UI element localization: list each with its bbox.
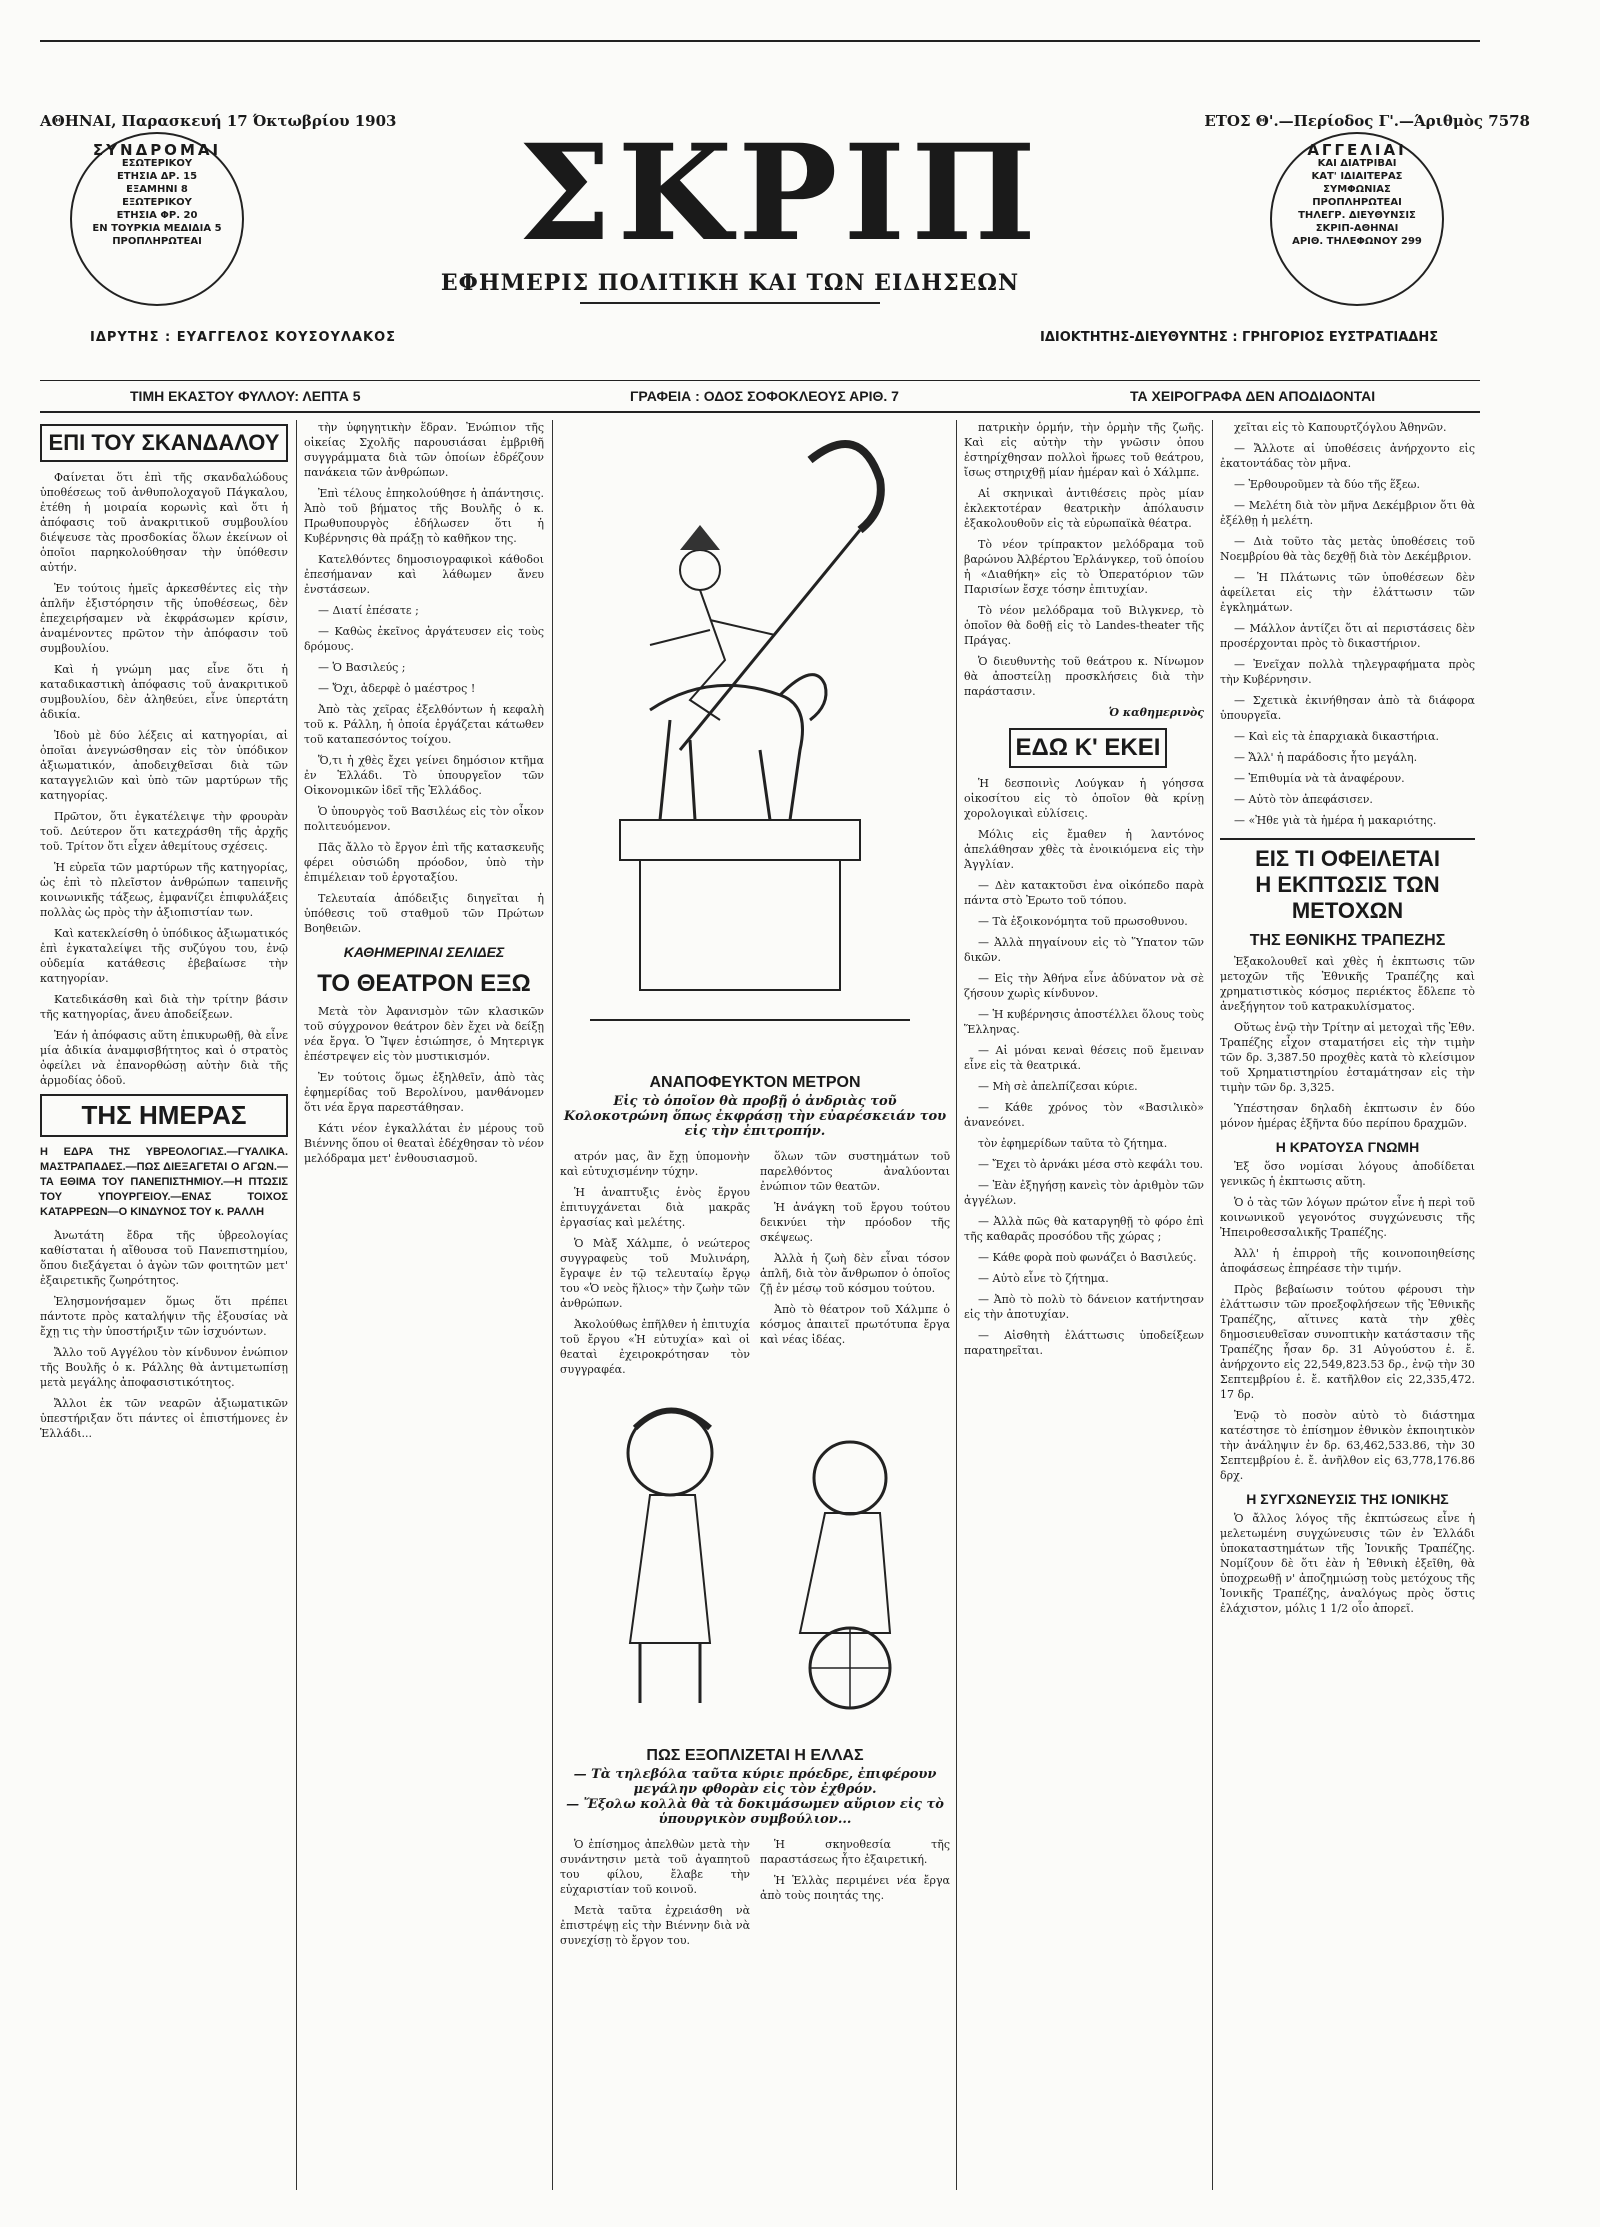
article-paragraph: Καὶ κατεκλείσθη ὁ ὑπόδικος ἀξιωματικός ἐπὶ ἐγκαταλείψει τῆς συζύγου του, ἐνῷ οὐδεμία κατάθεσις ἐβεβαίωσε τὴν κατηγορίαν. [40,927,288,985]
article-paragraph: Μετὰ ταῦτα ἐχρειάσθη νὰ ἐπιστρέψῃ εἰς τὴν Βιέννην διὰ νὰ συνεχίσῃ τὸ ἔργον του. [560,1904,750,1947]
article-paragraph: Ἐλησμονήσαμεν ὅμως ὅτι πρέπει πάντοτε πρὸς καταλήψιν τῆς ἐξουσίας νὰ ἔχῃ τις τὴν ὑποστήριξιν τῶν ἰσχυόντων. [40,1295,288,1338]
article-paragraph: Ἀλλὰ ἡ ζωὴ δὲν εἶναι τόσον ἁπλῆ, διὰ τὸν ἄνθρωπον ὁ ὁποῖος ζῇ ἐν μέσῳ τοῦ κόσμου τούτου. [760,1252,950,1295]
dialogue-line: — Αὐτὸ τὸν ἀπεφάσισεν. [1234,793,1373,806]
article-paragraph: Ἀπὸ τὸ θέατρον τοῦ Χάλμπε ὁ κόσμος ἀπαιτεῖ πρωτότυπα ἔργα καὶ νέας ἰδέας. [760,1303,950,1346]
cartoon-title: ΑΝΑΠΟΦΕΥΚΤΟΝ ΜΕΤΡΟΝ [649,1074,861,1091]
umbrella-handle-drawing [810,444,881,530]
founder-line: ΙΔΡΥΤΗΣ : ΕΥΑΓΓΕΛΟΣ ΚΟΥΣΟΥΛΑΚΟΣ [90,330,397,345]
seal-line: ΑΡΙΘ. ΤΗΛΕΦΩΝΟΥ 299 [1292,236,1422,247]
issue-number: ΕΤΟΣ Θ'.—Περίοδος Γ'.—Άριθμὸς 7578 [1204,112,1530,130]
article-paragraph: Ἡ ἀναπτυξις ἑνὸς ἔργου ἐπιτυγχάνεται διὰ μακρᾶς ἐργασίας καὶ μελέτης. [560,1186,750,1229]
dialogue-line: — Μὴ σὲ ἀπελπίζεσαι κύριε. [978,1080,1138,1093]
dialogue-line: — Ἀλλὰ πῶς θὰ καταργηθῇ τὸ φόρο ἐπὶ τῆς καθαρᾶς προσόδου τῆς χώρας ; [964,1215,1204,1243]
horse-drawing [650,685,803,820]
subcolumn-left [560,1149,750,1383]
dialogue-line: — Αἰσθητὴ ἐλάττωσις ὑποδείξεων παρατηρεῖται. [964,1329,1204,1357]
article-paragraph: Ὁ ὑπουργὸς τοῦ Βασιλέως εἰς τὸν οἶκον πολιτευόμενον. [304,805,544,833]
article-paragraph: Πρὸς βεβαίωσιν τούτου φέρουσι τὴν ἐλάττωσιν τῶν προεξοφλήσεων τῆς Ἐθνικῆς Τραπέζης, αἵτινες κατὰ τὴν χθὲς δημοσιευθεῖσαν συνοπτικὴν κατάστασιν τῆς Τραπέζης ἦσαν δρ. 31 Αὐγούστου ἐ. ἔ. ἀνήρχοντο εἰς 22,549,823.53 δρ., ἐνῷ τὴν 30 Σεπτεμβρίου ἐ. ἔ. κατῆλθον εἰς 22,335,472. 17 δρ. [1220,1283,1475,1401]
dateline: ΑΘΗΝΑΙ, Παρασκευή 17 Όκτωβρίου 1903 [40,112,397,130]
cartoon-caption: — Τὰ τηλεβόλα ταῦτα κύριε πρόεδρε, ἐπιφέρουν μεγάλην φθορὰν εἰς τὸν ἐχθρόν. — Ἔξολω κολλὰ θὰ τὰ δοκιμάσωμεν αὔριον εἰς τὸ ὑπουργικὸν συμβούλιον... [566,1767,944,1827]
dialogue-line: — Κάθε φορὰ ποὺ φωνάζει ὁ Βασιλεύς. [978,1251,1197,1264]
article-paragraph: Ἡ σκηνοθεσία τῆς παραστάσεως ἦτο ἐξαιρετική. [760,1838,950,1866]
dialogue-line: — Δὲν κατακτοῦσι ἐνα οἰκόπεδο παρὰ πάντα στὸ Ἐρωτο τοῦ τόπου. [964,879,1204,907]
columns [40,420,1480,2190]
masthead-title: ΣΚΡΙΠ [518,116,1042,271]
dialogue-line: — Σχετικὰ ἐκινήθησαν ἀπὸ τὰ διάφορα ὑπουργεῖα. [1220,694,1475,722]
statue-cartoon [560,420,950,1060]
dialogue-line: — Διατί ἐπέσατε ; [318,604,419,617]
article-paragraph: Καὶ ἡ γνώμη μας εἶνε ὅτι ἡ καταδικαστικὴ ἀπόφασις τοῦ ἀνακριτικοῦ συμβουλίου, δὲν ἀληθεύει, εἶνε ὑπερτάτη ἀδικία. [40,663,288,721]
article-paragraph: ατρόν μας, ἂν ἔχῃ ὑπομονὴν καὶ εὐτυχισμένην τύχην. [560,1150,750,1178]
article-paragraph: τὸν ἐφημερίδων ταῦτα τὸ ζήτημα. [978,1137,1168,1150]
column-divider [296,420,297,2190]
section-subheadline: Η ΣΥΓΧΩΝΕΥΣΙΣ ΤΗΣ ΙΟΝΙΚΗΣ [1246,1491,1449,1507]
manuscripts-notice: ΤΑ ΧΕΙΡΟΓΡΑΦΑ ΔΕΝ ΑΠΟΔΙΔΟΝΤΑΙ [1130,388,1376,404]
seal-line: ΕΞΩΤΕΡΙΚΟΥ [122,197,192,208]
dialogue-line: — Ὄχι, ἀδερφὲ ὁ μαέστρος ! [318,682,476,695]
dialogue-line: — Ἀπὸ τὸ πολὺ τὸ δάνειον κατήντησαν εἰς τὴν ἀποτυχίαν. [964,1293,1204,1321]
article-paragraph: Κατελθόντες δημοσιογραφικοὶ κάθοδοι ἐπεσήμαναν καὶ λάθωμεν ἄνευ ἐνστάσεων. [304,553,544,596]
section-headline: ΤΟ ΘΕΑΤΡΟΝ ΕΞΩ [317,970,531,997]
seal-line: ΕΤΗΣΙΑ ΦΡ. 20 [116,210,198,221]
article-paragraph: Πᾶς ἄλλο τὸ ἔργον ἐπὶ τῆς κατασκευῆς φέρει οὐσιώδη πρόοδον, ὑπὸ τὴν ἐπιμέλειαν τοῦ ἐργοταξίου. [304,841,544,884]
article-paragraph: τὴν ὑφηγητικὴν ἕδραν. Ἐνώπιον τῆς οἰκείας Σχολῆς παρουσιάσαι ἐμβριθῆ συγγράμματα διὰ τῶν ὁποίων ἐδρέζουν πανάκεια τῶν ἀνθρώπων. [304,421,544,479]
column-1 [40,420,288,2190]
article-paragraph: Κατεδικάσθη καὶ διὰ τὴν τρίτην βάσιν τῆς κατηγορίας, ἄνευ ἀποδείξεων. [40,993,288,1021]
dialogue-line: — Διὰ τοῦτο τὰς μετὰς ὑποθέσεις τοῦ Νοεμβρίου θὰ τὰς δεχθῇ διὰ τὸν Δεκέμβριον. [1220,535,1475,563]
dialogue-line: — Ἐνεῖχαν πολλὰ τηλεγραφήματα πρὸς τὴν Κυβέρνησιν. [1220,658,1475,686]
section-headline: ΕΔΩ Κ' ΕΚΕΙ [1009,728,1167,768]
caricature-cartoon [560,1383,950,1733]
article-paragraph: Ὁ ἄλλος λόγος τῆς ἐκπτώσεως εἶνε ἡ μελετωμένη συγχώνευσις τῶν ἐν Ἑλλάδι ὑποκαταστημάτων τῆς Ἰονικῆς Τραπέζης. Νομίζουν δὲ ὅτι ἐὰν ἡ Ἐθνικὴ ἐξεῖθη, θὰ ὑποχρεωθῇ ν' ἀποζημιώσῃ τοὺς μετόχους τῆς Ἰονικῆς Τραπέζης, ἀναλόγως πρὸς ὅστις ἐλάχιστον, μόλις 1 1/2 οἷο ἀπορεῖ. [1220,1512,1475,1615]
article-paragraph: Οὕτως ἐνῷ τὴν Τρίτην αἱ μετοχαὶ τῆς Ἐθν. Τραπέζης εἶχον σταματήσει εἰς τὴν τιμὴν τῶν δρ. 3,387.50 προχθὲς κατὰ τὸ κλείσιμον τοῦ Χρηματιστηρίου ἐσταμάτησαν εἰς τὴν τιμὴν τῶν δρ. 3,325. [1220,1021,1475,1094]
dialogue-line: — Ἐὰν ἐξηγήσῃ κανεὶς τὸν ἀριθμὸν τῶν ἀγγέλων. [964,1179,1204,1207]
seal-line: ΠΡΟΠΛΗΡΩΤΕΑΙ [112,236,202,247]
office-text: ΓΡΑΦΕΙΑ : ΟΔΟΣ ΣΟΦΟΚΛΕΟΥΣ ΑΡΙΘ. 7 [630,388,899,404]
section-subheadline: ΤΗΣ ΕΘΝΙΚΗΣ ΤΡΑΠΕΖΗΣ [1249,932,1446,949]
dialogue-line: χεῖται εἰς τὸ Καπουρτζόγλου Ἀθηνῶν. [1234,421,1447,434]
article-paragraph: Ἐπὶ τέλους ἐπηκολούθησε ἡ ἀπάντησις. Ἀπὸ τοῦ βήματος τῆς Βουλῆς ὁ κ. Πρωθυπουργὸς ἐδήλωσεν ὅτι ἡ Κυβέρνησις θὰ πράξῃ τὸ καθῆκον της. [304,487,544,545]
article-paragraph: Τελευταία ἀπόδειξις διηγεῖται ἡ ὑπόθεσις τοῦ σταθμοῦ τῶν Πρώτων Βοηθειῶν. [304,892,544,935]
dialogue-line: — Ἄλλοτε αἱ ὑποθέσεις ἀνήρχοντο εἰς ἐκατοντάδας τὸν μῆνα. [1220,442,1475,470]
article-paragraph: Ἀκολούθως ἐπῆλθεν ἡ ἐπιτυχία τοῦ ἔργου «Ἡ εὐτυχία» καὶ οἱ θεαταὶ ἐχειροκρότησαν τὸν συγγραφέα. [560,1318,750,1376]
article-paragraph: Ἀπὸ τὰς χεῖρας ἐξελθόντων ἡ κεφαλὴ τοῦ κ. Ράλλη, ἡ ὁποία ἐργάζεται κάτωθεν τοῦ καταπεσόντος τοίχου. [304,703,544,746]
article-paragraph: Ἐνῷ τὸ ποσὸν αὐτὸ τὸ διάστημα κατέστησε τὸ ἐπίσημον ἐθνικὸν ἐκποιητικὸν τὴν ἀνάληψιν ἐν δρ. 63,462,533.86, τὴν 30 Σεπτεμβρίου ἐ. ἔ. ἀνῆλθον εἰς 63,778,176.86 δρχ. [1220,1409,1475,1482]
article-paragraph: Ὁ ἐπίσημος ἀπελθὼν μετὰ τὴν συνάντησιν μετὰ τοῦ ἀγαπητοῦ του φίλου, ἔλαβε τὴν εὐχαριστίαν τοῦ κοινοῦ. [560,1838,750,1896]
dialogue-line: — Αἱ μόναι κεναὶ θέσεις ποῦ ἔμειναν εἶνε εἰς τὰ θεατρικά. [964,1044,1204,1072]
dialogue-line: — Ἄλλ' ἡ παράδοσις ἦτο μεγάλη. [1234,751,1418,764]
dialogue-line: — Ἐρθουροῦμεν τὰ δύο τῆς ἕξεω. [1234,478,1420,491]
article-paragraph: Ἡ Ἑλλὰς περιμένει νέα ἔργα ἀπὸ τοὺς ποιητάς της. [760,1874,950,1902]
dialogue-line: — Μάλλον ἀντίζει ὅτι αἱ περιστάσεις δὲν προσέρχονται πρὸς τὸ δικαστήριον. [1220,622,1475,650]
article-paragraph: Ὁ διευθυντὴς τοῦ θεάτρου κ. Νίνωμον θὰ ἀποστείλῃ προσκλήσεις διὰ τὴν παράστασιν. [964,655,1204,698]
rider-head-drawing [680,550,720,590]
section-kicker: ΚΑΘΗΜΕΡΙΝΑΙ ΣΕΛΙΔΕΣ [343,944,505,960]
advertising-seal [1270,132,1444,306]
subcolumn-left [560,1837,750,1954]
dialogue-line: — Καὶ εἰς τὰ ἐπαρχιακὰ δικαστήρια. [1234,730,1439,743]
article-paragraph: Μόλις εἰς ἔμαθεν ἡ λαντόνος ἀπελάθησαν χθὲς τὰ ἐνοικιόμενα εἰς τὴν Ἀγγλίαν. [964,828,1204,871]
dialogue-line: — Ἀλλὰ πηγαίνουν εἰς τὸ Ὕπατον τῶν δικῶν. [964,936,1204,964]
dialogue-line: — Εἰς τὴν Ἀθήνα εἶνε ἀδύνατον νὰ σὲ ζήσουν χωρὶς κίνδυνον. [964,972,1204,1000]
advertising-seal-title: ΑΓΓΕΛΙΑΙ [1307,141,1407,159]
article-paragraph: Ἰδοὺ μὲ δύο λέξεις αἱ κατηγορίαι, αἱ ὁποῖαι ἀνεγνώσθησαν εἰς τὸν ὑπόδικον ἀξιωματικόν, ἀποδειχθεῖσαι διὰ τῶν καταγγελιῶν καὶ ὑπὸ τῶν μαρτύρων τῆς κατηγορίας. [40,729,288,802]
article-paragraph: Τὸ νέον τρίπρακτον μελόδραμα τοῦ βαρώνου Ἀλβέρτου Ἐρλάνγκερ, τοῦ ὁποίου ἡ «Διαθήκη» εἰς τὸ Ὀπερατόριον τῶν Παρισίων ἔσχε τόσην ἐπιτυχίαν. [964,538,1204,596]
masthead-subtitle: ΕΦΗΜΕΡΙΣ ΠΟΛΙΤΙΚΗ ΚΑΙ ΤΩΝ ΕΙΔΗΣΕΩΝ [440,270,1020,296]
dialogue-line: — Αὐτὸ εἶνε τὸ ζήτημα. [978,1272,1109,1285]
dialogue-line: — «Ἠθε γιὰ τὰ ἡμέρα ἡ μακαριότης. [1234,814,1437,827]
seal-line: ΚΑΙ ΔΙΑΤΡΙΒΑΙ [1317,158,1397,169]
article-paragraph: Ὑπέστησαν δηλαδὴ ἐκπτωσιν ἐν δύο μόνον ἡμέρας ἑξῆντα δύο περίπου δραχμῶν. [1220,1102,1475,1130]
article-paragraph: Φαίνεται ὅτι ἐπὶ τῆς σκανδαλώδους ὑποθέσεως τοῦ ἀνθυπολοχαγοῦ Πάγκαλου, ἐτέθη ἡ μοιραία κορωνὶς καὶ ὅτι ἡ ἀπόφασις τοῦ ἀνακριτικοῦ συμβουλίου διέψευσε τὰς προσδοκίας ὅλων ἐκείνων οἱ ὁποῖοι παρηκολούθησαν τὴν ὑπόθεσιν αὐτήν. [40,471,288,574]
dialogue-line: — Ἐπιθυμία νὰ τὰ ἀναφέρουν. [1234,772,1405,785]
column-4 [964,420,1204,2190]
section-headline: ΕΙΣ ΤΙ ΟΦΕΙΛΕΤΑΙ Η ΕΚΠΤΩΣΙΣ ΤΩΝ ΜΕΤΟΧΩΝ [1220,838,1475,924]
seal-line: ΤΗΛΕΓΡ. ΔΙΕΥΘΥΝΣΙΣ [1298,210,1416,221]
article-paragraph: Ὁ Μὰξ Χάλμπε, ὁ νεώτερος συγγραφεὺς τοῦ Μυλινάρη, ἔγραψε ἐν τῷ τελευταίῳ ἔργῳ του «Ὁ νεὸς ἥλιος» τὴν ζωὴν τῶν ἀνθρώπων. [560,1237,750,1310]
ornament-rule [580,302,880,304]
article-paragraph: Πρῶτον, ὅτι ἐγκατέλειψε τὴν φρουρὰν τοῦ. Δεύτερον ὅτι κατεχράσθη τῆς ἀρχῆς τοῦ. Τρίτον ὅτι εἶχεν ἀθεμίτους σχέσεις. [40,810,288,853]
article-paragraph: Ἐξ ὅσο νομίσαι λόγους ἀποδίδεται γενικῶς ἡ ἐκπτωσις αὕτη. [1220,1160,1475,1188]
seal-line: ΠΡΟΠΛΗΡΩΤΕΑΙ [1312,197,1402,208]
column-5 [1220,420,1475,2190]
two-column-block [560,1149,950,1383]
column-divider [956,420,957,2190]
figure1-legs-drawing [640,1643,700,1703]
article-paragraph: Ἐν τούτοις ἡμεῖς ἀρκεσθέντες εἰς τὴν ἁπλῆν ἐξιστόρησιν τῆς ὑποθέσεως, δὲν ἐπεχειρήσαμεν νὰ ἐκφράσωμεν κρίσιν, ἀναμένοντες πρῶτον τὴν ἀπόφασιν τοῦ συμβουλίου. [40,582,288,655]
section-subheadline: Η ΚΡΑΤΟΥΣΑ ΓΝΩΜΗ [1275,1139,1420,1155]
seal-line: ΕΤΗΣΙΑ ΔΡ. 15 [116,171,198,182]
section-summary: Η ΕΔΡΑ ΤΗΣ ΥΒΡΕΟΛΟΓΙΑΣ.—ΓΥΑΛΙΚΑ. ΜΑΣΤΡΑΠΑΔΕΣ.—ΠΩΣ ΔΙΕΞΑΓΕΤΑΙ Ο ΑΓΩΝ.—ΤΑ ΕΘΙΜΑ ΤΟΥ ΠΑΝΕΠΙΣΤΗΜΙΟΥ.—Η ΠΤΩΣΙΣ ΤΟΥ ΥΠΟΥΡΓΕΙΟΥ.—ΕΝΑΣ ΤΟΙΧΟΣ ΚΑΤΑΡΡΕΩΝ—Ο ΚΙΝΔΥΝΟΣ ΤΟΥ κ. ΡΑΛΛΗ [40,1146,288,1218]
article-paragraph: Ἄλλοι ἐκ τῶν νεαρῶν ἀξιωματικῶν ὑπεστήριξαν ὅτι πάντες οἱ ἐπιστήμονες ἐν Ἑλλάδι... [40,1397,288,1440]
article-paragraph: Τὸ νέον μελόδραμα τοῦ Βιλγκνερ, τὸ ὁποῖον θὰ δοθῇ εἰς τὸ Landes-theater τῆς Πράγας. [964,604,1204,647]
dialogue-line: — Τὰ ἐξοικονόμητα τοῦ πρωσοθυνου. [978,915,1188,928]
umbrella-shaft-drawing [680,530,860,750]
pedestal-drawing [640,860,840,990]
column-divider [552,420,553,2190]
article-paragraph: Κάτι νέον ἐγκαλλάται ἐν μέρους τοῦ Βιέννης ὅπου οἱ θεαταὶ ἐδέχθησαν τὸ νέον μελόδραμα μετ' ἐνθουσιασμοῦ. [304,1122,544,1165]
two-column-block [560,1837,950,1954]
pedestal-top-drawing [620,820,860,860]
article-paragraph: Ἀλλ' ἡ ἐπιρροὴ τῆς κοινοποιηθείσης ἀποφάσεως ἐπηρέασε τὴν τιμήν. [1220,1247,1475,1275]
column-divider [1212,420,1213,2190]
column-2 [304,420,544,2190]
article-paragraph: πατρικὴν ὁρμήν, τὴν ὁρμὴν τῆς ζωῆς. Καὶ εἰς αὐτὴν τὴν γνῶσιν ὁπου ἐστηρίχθησαν πολλοὶ ἥρωες τοῦ θεάτρου, ἴσως στηριχθῇ μίαν ἡμέραν καὶ ὁ Χάλμπε. [964,421,1204,479]
column-3 [560,420,950,2190]
article-paragraph: Ἡ δεσποινὶς Λούγκαν ἡ γόησσα οἰκοσίτου εἰς τὸ ὁποῖον θὰ κρίνῃ χορολογικαὶ εὐλίσεις. [964,777,1204,820]
subcolumn-right [760,1149,950,1383]
cartoon-caption: Εἰς τὸ ὁποῖον θὰ προβῇ ὁ ἀνδριὰς τοῦ Κολοκοτρώνη ὅπως ἐκφράσῃ τὴν εὐαρέσκειάν του εἰς τὴν ἐπιτροπήν. [563,1094,947,1139]
article-paragraph: Ἐξακολουθεῖ καὶ χθὲς ἡ ἐκπτωσις τῶν μετοχῶν τῆς Ἐθνικῆς Τραπέζης καὶ χρηματιστικὸς κόσμος περιέκτος ἔδλεπε τὸ ἀνεξήγητον τοῦ κατρακυλίσματος. [1220,955,1475,1013]
subcolumn-right [760,1837,950,1954]
figure1-hair-drawing [635,1411,710,1429]
dialogue-line: — Ὁ Βασιλεύς ; [318,661,406,674]
subscription-seal [70,132,244,306]
seal-line: ΚΑΤ' ΙΔΙΑΙΤΕΡΑΣ [1311,171,1403,182]
dialogue-line: — Καθὼς ἐκεῖνος ἀργάτευσεν εἰς τοὺς δρόμους. [304,625,544,653]
article-paragraph: Ὁ ὁ τὰς τῶν λόγων πρώτον εἶνε ἡ περὶ τοῦ κοινωνικοῦ γεγονότος συγχώνευσις τῆς Ἠπειροθεσσαλικῆς Τραπέζης. [1220,1196,1475,1239]
figure1-coat-drawing [630,1495,710,1643]
owner-line: ΙΔΙΟΚΤΗΤΗΣ-ΔΙΕΥΘΥΝΤΗΣ : ΓΡΗΓΟΡΙΟΣ ΕΥΣΤΡΑΤΙΑΔΗΣ [1040,330,1439,345]
seal-line: ΣΚΡΙΠ-ΑΘΗΝΑΙ [1315,223,1399,234]
dialogue-line: — Ἡ Πλάτωνις τῶν ὑποθέσεων δὲν ἀφείλεται εἰς τὴν ἐλάττωσιν τῶν ἐγκλημάτων. [1220,571,1475,614]
dialogue-line: — Κάθε χρόνος τὸν «Βασιλικὸ» ἀνανεόνει. [964,1101,1204,1129]
seal-line: ΕΞΑΜΗΝΙ 8 [126,184,188,195]
article-paragraph: Μετὰ τὸν Ἀφανισμὸν τῶν κλασικῶν τοῦ σύγχρονον θεάτρον δὲν ἔχει νὰ δείξῃ νέα ἔργα. Ὁ Ἴψεν ἐσιώπησε, ὁ Μητεριγκ ἐπέστρεψεν εἰς τὸν μυστικισμόν. [304,1005,544,1063]
rider-helmet-drawing [680,525,720,550]
dialogue-line: — Ἡ κυβέρνησις ἀποστέλλει ὅλους τοὺς Ἕλληνας. [964,1008,1204,1036]
article-paragraph: Ἡ εὐρεῖα τῶν μαρτύρων τῆς κατηγορίας, ὡς ἐπὶ τὸ πλεῖστον ἀνθρώπων ταπεινῆς κοινωνικῆς τάξεως, ἐμφανίζει ἐπιφυλάξεις πολλὰς ὡς πρὸς τὴν ἀξιοπιστίαν των. [40,861,288,919]
article-paragraph: Ἡ ἀνάγκη τοῦ ἔργου τούτου δεικνύει τὴν πρόοδον τῆς σκέψεως. [760,1201,950,1244]
seal-line: ΣΥΜΦΩΝΙΑΣ [1323,184,1391,195]
info-bar [40,380,1480,413]
cartoon-title: ΠΩΣ ΕΞΟΠΛΙΖΕΤΑΙ Η ΕΛΛΑΣ [646,1747,864,1764]
article-paragraph: Ἐν τούτοις ὅμως ἐξηλθεῖν, ἀπὸ τὰς ἐφημερίδας τοῦ Βερολίνου, μανθάνομεν ὅτι νέα ἔργα παρεστάθησαν. [304,1071,544,1114]
article-paragraph: Αἱ σκηνικαὶ ἀντιθέσεις πρὸς μίαν ἐκλεκτοτέραν θεατρικὴν ἀπόλαυσιν ἐξακολουθοῦν εἰς τὰ εὐρωπαϊκὰ θέατρα. [964,487,1204,530]
seal-line: ΕΣΩΤΕΡΙΚΟΥ [121,158,193,169]
dialogue-line: — Ἔχει τὸ ἀρνάκι μέσα στὸ κεφάλι του. [978,1158,1204,1171]
article-paragraph: Ὅ,τι ἡ χθὲς ἔχει γείνει δημόσιον κτῆμα ἐν Ἑλλάδι. Τὸ ὑπουργεῖον τῶν Οἰκονομικῶν ἰδεῖ τῆς Ἑλλάδος. [304,754,544,797]
article-paragraph: Ἐάν ἡ ἀπόφασις αὕτη ἐπικυρωθῇ, θὰ εἶνε μία ἀδικία ἀναμφισβήτητος καὶ ὁ στρατὸς ὀφείλει νὰ ἐπανορθώσῃ αὐτὴν διὰ τῆς ἁρμοδίας ὁδοῦ. [40,1029,288,1087]
byline: Ὁ καθημερινὸς [1108,706,1204,719]
article-paragraph: Ἄλλο τοῦ Αγγέλου τὸν κίνδυνον ἐνώπιον τῆς Βουλῆς ὁ κ. Ράλλης θὰ ἀντιμετωπίσῃ μετὰ μεγάλης ἀποφασιστικότητος. [40,1346,288,1389]
top-rule [40,40,1480,42]
figure2-body-drawing [800,1513,890,1633]
section-headline: ΤΗΣ ΗΜΕΡΑΣ [40,1094,288,1137]
article-headline: ΕΠΙ ΤΟΥ ΣΚΑΝΔΑΛΟΥ [40,424,288,462]
seal-line: ΕΝ ΤΟΥΡΚΙΑ ΜΕΔΙΔΙΑ 5 [92,223,222,234]
price-text: ΤΙΜΗ ΕΚΑΣΤΟΥ ΦΥΛΛΟΥ: ΛΕΠΤΑ 5 [130,388,361,404]
dialogue-line: — Μελέτη διὰ τὸν μῆνα Δεκέμβριον ὅτι θὰ ἐξέλθῃ ἡ μελέτη. [1220,499,1475,527]
subscription-seal-title: ΣΥΝΔΡΟΜΑΙ [92,141,222,159]
article-paragraph: ὅλων τῶν συστημάτων τοῦ παρελθόντος ἀναλύονται ἐνώπιον τῶν θεατῶν. [760,1150,950,1193]
article-paragraph: Ἀνωτάτη ἔδρα τῆς ὑβρεολογίας καθίσταται ἡ αἴθουσα τοῦ Πανεπιστημίου, ὅπου διεξάγεται ὁ ἀγὼν τῶν φοιτητῶν μετ' ἐξαιρετικῆς ζωηρότητος. [40,1229,288,1287]
figure2-head-drawing [814,1442,886,1514]
